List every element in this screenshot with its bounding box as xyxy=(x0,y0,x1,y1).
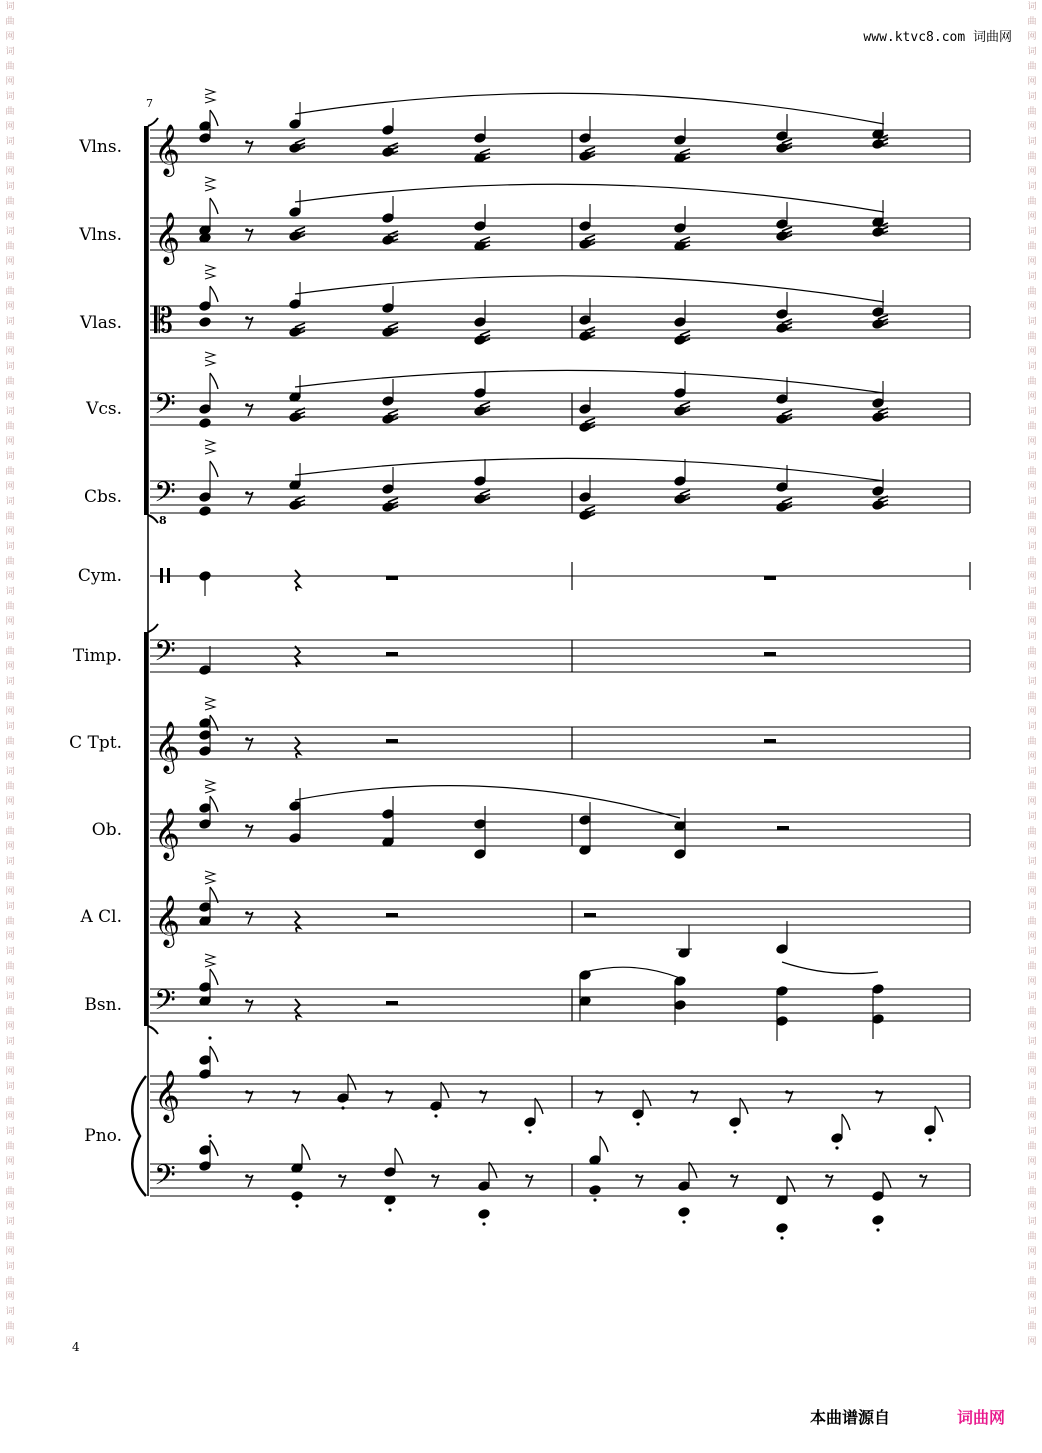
notehead xyxy=(776,309,788,320)
staccato-dot xyxy=(876,1228,879,1231)
notehead xyxy=(674,1000,686,1011)
notehead xyxy=(199,492,211,503)
staff-vcs-clef: 𝄢 xyxy=(154,388,176,428)
staccato-dot xyxy=(928,1138,931,1141)
notehead xyxy=(289,231,301,242)
notehead xyxy=(289,412,301,423)
notehead xyxy=(872,984,884,995)
notehead xyxy=(199,803,211,814)
accent-mark xyxy=(205,360,215,366)
octave-marking: 8 xyxy=(159,514,167,527)
notehead xyxy=(474,406,486,417)
notehead xyxy=(579,331,591,342)
notehead xyxy=(872,307,884,318)
quarter-rest xyxy=(295,911,300,932)
label-vlns1: Vlns. xyxy=(79,137,122,157)
notehead xyxy=(199,1055,211,1066)
notehead xyxy=(474,494,486,505)
flag xyxy=(600,1136,608,1152)
measure-number: 7 xyxy=(146,97,153,110)
notehead xyxy=(199,819,211,830)
flag xyxy=(210,1046,218,1062)
staff-cbs-clef: 𝄢 xyxy=(154,476,176,516)
notehead xyxy=(674,976,686,987)
notehead xyxy=(291,1191,303,1202)
grand-staff-brace xyxy=(132,1076,146,1196)
notehead xyxy=(199,730,211,741)
notehead xyxy=(678,1181,690,1192)
staccato-dot xyxy=(682,1220,685,1223)
eighth-rest-dot xyxy=(690,1090,694,1094)
staccato-dot xyxy=(636,1122,639,1125)
notehead xyxy=(579,315,591,326)
half-rest xyxy=(386,1001,398,1005)
staff-pno-bass-clef: 𝄢 xyxy=(154,1159,176,1199)
accent-mark xyxy=(205,352,215,358)
accent-mark xyxy=(205,954,215,960)
tremolo-stroke xyxy=(680,149,690,153)
eighth-rest-dot xyxy=(245,1174,249,1178)
accent-mark xyxy=(205,89,215,95)
notehead xyxy=(674,849,686,860)
notehead xyxy=(674,317,686,328)
tremolo-stroke xyxy=(480,331,490,335)
notehead xyxy=(289,119,301,130)
staccato-dot xyxy=(835,1146,838,1149)
notehead xyxy=(776,482,788,493)
label-cym: Cym. xyxy=(77,566,122,586)
notehead xyxy=(524,1117,536,1128)
flag xyxy=(210,715,218,731)
bracket-hook xyxy=(148,624,158,632)
accent-mark xyxy=(205,448,215,454)
footer-site-link[interactable]: 词曲网 xyxy=(957,1408,1006,1427)
notehead xyxy=(872,227,884,238)
tremolo-stroke xyxy=(480,402,490,406)
accent-mark xyxy=(205,697,215,703)
eighth-rest-dot xyxy=(245,737,249,741)
staff-bsn-clef: 𝄢 xyxy=(154,984,176,1024)
eighth-rest-dot xyxy=(825,1174,829,1178)
slur xyxy=(585,967,680,978)
notehead xyxy=(382,147,394,158)
notehead xyxy=(674,476,686,487)
accent-mark xyxy=(205,878,215,884)
half-rest xyxy=(386,913,398,917)
notehead xyxy=(674,223,686,234)
label-ob: Ob. xyxy=(91,820,122,840)
eighth-rest-dot xyxy=(245,491,249,495)
flag xyxy=(210,198,218,214)
eighth-rest-dot xyxy=(245,1090,249,1094)
tremolo-stroke xyxy=(782,498,792,502)
notehead xyxy=(579,151,591,162)
eighth-rest-dot xyxy=(245,911,249,915)
notehead xyxy=(199,665,211,676)
notehead xyxy=(579,422,591,433)
half-rest xyxy=(584,913,596,917)
tremolo-stroke xyxy=(585,506,595,510)
notehead xyxy=(199,301,211,312)
staff-vlns1-clef: 𝄞 xyxy=(154,124,181,175)
notehead xyxy=(776,143,788,154)
flag xyxy=(210,373,218,389)
page-number: 4 xyxy=(72,1340,80,1354)
tremolo-stroke xyxy=(585,235,595,239)
eighth-rest-dot xyxy=(431,1174,435,1178)
notehead xyxy=(776,131,788,142)
staccato-dot xyxy=(482,1222,485,1225)
notehead xyxy=(678,1207,690,1218)
label-bsn: Bsn. xyxy=(84,995,122,1015)
notehead xyxy=(579,510,591,521)
staff-ctpt-clef: 𝄞 xyxy=(154,721,181,772)
notehead xyxy=(382,414,394,425)
eighth-rest-dot xyxy=(479,1090,483,1094)
staccato-dot xyxy=(208,1036,211,1039)
notehead xyxy=(776,1223,788,1234)
label-cbs: Cbs. xyxy=(83,487,122,507)
accent-mark xyxy=(205,273,215,279)
flag xyxy=(210,461,218,477)
tremolo-stroke xyxy=(680,237,690,241)
tremolo-stroke xyxy=(680,402,690,406)
notehead xyxy=(474,133,486,144)
quarter-rest xyxy=(295,999,300,1020)
staff-vlas-clef: 𝄡 xyxy=(154,301,173,341)
slur xyxy=(782,962,878,974)
notehead xyxy=(589,1185,601,1196)
eighth-rest-dot xyxy=(338,1174,342,1178)
notehead xyxy=(382,809,394,820)
notehead xyxy=(632,1109,644,1120)
site-header[interactable]: www.ktvc8.com 词曲网 xyxy=(863,30,1012,45)
notehead xyxy=(199,317,211,328)
notehead xyxy=(776,502,788,513)
bracket-hook xyxy=(148,1026,158,1034)
notehead xyxy=(384,1167,396,1178)
notehead xyxy=(199,1161,211,1172)
notehead xyxy=(199,506,211,517)
tremolo-stroke xyxy=(295,323,305,327)
accent-mark xyxy=(205,97,215,103)
half-rest xyxy=(764,739,776,743)
flag xyxy=(210,796,218,812)
notehead xyxy=(289,207,301,218)
tremolo-stroke xyxy=(680,331,690,335)
notehead xyxy=(579,815,591,826)
notehead xyxy=(831,1133,843,1144)
tremolo-stroke xyxy=(680,490,690,494)
accent-mark xyxy=(205,185,215,191)
notehead xyxy=(924,1125,936,1136)
staccato-dot xyxy=(593,1198,596,1201)
notehead xyxy=(289,327,301,338)
notehead xyxy=(382,502,394,513)
notehead xyxy=(579,404,591,415)
flag xyxy=(210,286,218,302)
staccato-dot xyxy=(528,1130,531,1133)
notehead xyxy=(289,299,301,310)
notehead xyxy=(776,414,788,425)
notehead xyxy=(872,398,884,409)
staccato-dot xyxy=(434,1114,437,1117)
notehead xyxy=(199,982,211,993)
tremolo-stroke xyxy=(295,139,305,143)
side-watermark-right: 词曲网 词曲网 词曲网 词曲网 词曲网 词曲网 词曲网 词曲网 词曲网 词曲网 词曲网 词曲网 词曲网 词曲网 词曲网 词曲网 词曲网 词曲网 词曲网 词曲网 词曲网 词曲网 词曲网 词曲网 词曲网 词曲网 词曲网 词曲网 词曲网 词曲网 xyxy=(1027,2,1037,1347)
notehead xyxy=(776,323,788,334)
tremolo-stroke xyxy=(480,237,490,241)
notehead xyxy=(382,484,394,495)
eighth-rest-dot xyxy=(245,228,249,232)
notehead xyxy=(872,1215,884,1226)
winds-bracket xyxy=(144,632,148,1026)
tremolo-stroke xyxy=(388,410,398,414)
notehead xyxy=(674,406,686,417)
staff-vlns2-clef: 𝄞 xyxy=(154,212,181,263)
tremolo-stroke xyxy=(585,147,595,151)
tremolo-stroke xyxy=(782,410,792,414)
half-rest xyxy=(764,652,776,656)
notehead xyxy=(474,388,486,399)
eighth-rest-dot xyxy=(245,140,249,144)
notehead xyxy=(474,819,486,830)
staff-acl-clef: 𝄞 xyxy=(154,895,181,946)
label-vcs: Vcs. xyxy=(86,399,122,419)
notehead xyxy=(199,902,211,913)
staccato-dot xyxy=(733,1130,736,1133)
tremolo-stroke xyxy=(388,323,398,327)
notehead xyxy=(382,235,394,246)
accent-mark xyxy=(205,177,215,183)
notehead xyxy=(872,319,884,330)
strings-bracket xyxy=(144,126,148,515)
notehead xyxy=(872,1191,884,1202)
notehead xyxy=(289,500,301,511)
flag xyxy=(210,1140,218,1156)
eighth-rest-dot xyxy=(245,403,249,407)
tremolo-stroke xyxy=(480,490,490,494)
notehead xyxy=(776,944,788,955)
label-ctpt: C Tpt. xyxy=(69,733,122,753)
quarter-rest xyxy=(295,570,300,591)
eighth-rest-dot xyxy=(595,1090,599,1094)
notehead xyxy=(382,213,394,224)
notehead xyxy=(289,143,301,154)
accent-mark xyxy=(205,440,215,446)
notehead xyxy=(579,492,591,503)
label-vlns2: Vlns. xyxy=(79,225,122,245)
flag xyxy=(210,969,218,985)
eighth-rest-dot xyxy=(919,1174,923,1178)
notehead xyxy=(674,335,686,346)
notehead xyxy=(382,327,394,338)
notehead xyxy=(674,135,686,146)
accent-mark xyxy=(205,787,215,793)
notehead xyxy=(199,746,211,757)
accent-mark xyxy=(205,780,215,786)
side-watermark-left: 词曲网 词曲网 词曲网 词曲网 词曲网 词曲网 词曲网 词曲网 词曲网 词曲网 词曲网 词曲网 词曲网 词曲网 词曲网 词曲网 词曲网 词曲网 词曲网 词曲网 词曲网 词曲网 词曲网 词曲网 词曲网 词曲网 词曲网 词曲网 词曲网 词曲网 xyxy=(5,2,15,1347)
label-timp: Timp. xyxy=(72,646,122,666)
flag xyxy=(395,1148,403,1164)
notehead xyxy=(430,1101,442,1112)
half-rest xyxy=(777,826,789,830)
accent-mark xyxy=(205,961,215,967)
notehead xyxy=(776,1016,788,1027)
notehead xyxy=(872,486,884,497)
accent-mark xyxy=(205,265,215,271)
flag xyxy=(842,1114,850,1130)
staccato-dot xyxy=(780,1236,783,1239)
notehead xyxy=(382,396,394,407)
whole-rest xyxy=(386,576,398,580)
staccato-dot xyxy=(295,1204,298,1207)
notehead xyxy=(729,1117,741,1128)
notehead xyxy=(872,412,884,423)
flag xyxy=(210,110,218,126)
notehead xyxy=(474,335,486,346)
notehead xyxy=(474,476,486,487)
notehead xyxy=(579,239,591,250)
quarter-rest xyxy=(295,737,300,758)
bracket-hook xyxy=(148,515,158,523)
notehead xyxy=(474,849,486,860)
label-acl: A Cl. xyxy=(80,907,122,927)
eighth-rest-dot xyxy=(245,824,249,828)
notehead xyxy=(872,500,884,511)
percussion-clef xyxy=(167,568,170,583)
staff-timp-clef: 𝄢 xyxy=(154,635,176,675)
accent-mark xyxy=(205,871,215,877)
tremolo-stroke xyxy=(585,418,595,422)
tremolo-stroke xyxy=(388,498,398,502)
notehead xyxy=(289,833,301,844)
notehead xyxy=(478,1181,490,1192)
notehead xyxy=(199,1145,211,1156)
notehead xyxy=(776,231,788,242)
staff-pno-treble-clef: 𝄞 xyxy=(154,1070,181,1121)
notehead xyxy=(776,986,788,997)
eighth-rest-dot xyxy=(385,1090,389,1094)
eighth-rest-dot xyxy=(785,1090,789,1094)
notehead xyxy=(289,801,301,812)
notehead xyxy=(579,221,591,232)
tremolo-stroke xyxy=(480,149,490,153)
label-pno: Pno. xyxy=(84,1126,122,1146)
label-vlas: Vlas. xyxy=(80,313,122,333)
notehead xyxy=(199,418,211,429)
staff-ob-clef: 𝄞 xyxy=(154,808,181,859)
notehead xyxy=(872,1014,884,1025)
notehead xyxy=(478,1209,490,1220)
eighth-rest-dot xyxy=(730,1174,734,1178)
whole-rest xyxy=(764,576,776,580)
notehead xyxy=(872,139,884,150)
notehead xyxy=(199,1069,211,1080)
staccato-dot xyxy=(208,1134,211,1137)
slur xyxy=(295,786,680,818)
notehead xyxy=(382,303,394,314)
eighth-rest-dot xyxy=(635,1174,639,1178)
eighth-rest-dot xyxy=(525,1174,529,1178)
percussion-clef xyxy=(160,568,163,583)
flag xyxy=(302,1144,310,1160)
notehead xyxy=(674,388,686,399)
notehead xyxy=(382,125,394,136)
notehead xyxy=(674,494,686,505)
eighth-rest-dot xyxy=(245,999,249,1003)
notehead xyxy=(776,219,788,230)
notehead xyxy=(474,317,486,328)
staccato-dot xyxy=(341,1106,344,1109)
flag xyxy=(787,1176,795,1192)
staccato-dot xyxy=(388,1208,391,1211)
accent-mark xyxy=(205,704,215,710)
tremolo-stroke xyxy=(295,227,305,231)
notehead xyxy=(474,221,486,232)
notehead xyxy=(579,133,591,144)
notehead xyxy=(199,404,211,415)
eighth-rest-dot xyxy=(875,1090,879,1094)
half-rest xyxy=(386,652,398,656)
eighth-rest-dot xyxy=(245,316,249,320)
notehead xyxy=(337,1093,349,1104)
notehead xyxy=(776,394,788,405)
notehead xyxy=(199,133,211,144)
footer-source-text: 本曲谱源自 xyxy=(810,1408,891,1427)
eighth-rest-dot xyxy=(292,1090,296,1094)
half-rest xyxy=(386,739,398,743)
